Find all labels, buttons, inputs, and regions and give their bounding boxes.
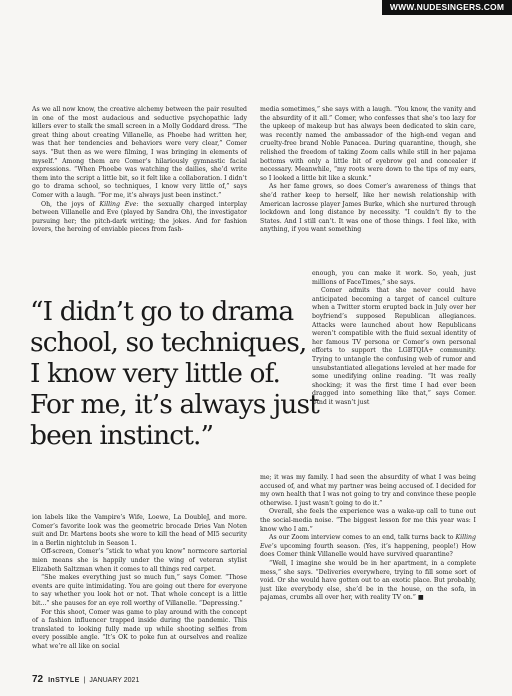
column-left-top bbox=[32, 106, 247, 288]
column-right-bottom bbox=[260, 474, 476, 676]
paragraph: As we all now know, the creative alchemy between the pair resulted in one of the most audacious and seductive psychopathic lady killers ever to stalk the small screen in a Molly Goddard dress. “The great thing about creating Villanelle, as Phoebe had written her, was that her tendencies and behaviors were very clear,” Comer says. “But then as we were filming, I was bringing in elements of myself.” Among them are Comer’s hilariously gymnastic facial expressions. “When Phoebe was watching the dailies, she’d write them into the script a little bit, so it felt like a collaboration. I didn’t go to drama school, so techniques, I know very little of,” says Comer with a laugh. “For me, it’s always just been instinct.” bbox=[32, 106, 247, 199]
folio-separator: | bbox=[83, 677, 86, 684]
paragraph: For this shoot, Comer was game to play around with the concept of a fashion influencer trapped inside during the pandemic. This translated to looking fully made up while shooting selfies from every possible angle. “It’s OK to poke fun at ourselves and realize what we’re all like on social bbox=[32, 608, 247, 650]
paragraph: me; it was my family. I had seen the absurdity of what I was being accused of, and what my partner was being accused of. I decided for my own health that I was not going to try and convince these people otherwise. I just wasn’t going to do it.” bbox=[260, 474, 476, 507]
paragraph: enough, you can make it work. So, yeah, just millions of FaceTimes,” she says. bbox=[312, 270, 476, 286]
page-folio bbox=[32, 674, 139, 685]
paragraph: Comer admits that she never could have anticipated becoming a target of cancel culture when a Twitter storm erupted back in July over her boyfriend’s supposed Republican allegiances. Attacks were launched about how Republicans weren’t compatible with the fluid sexual identity of her famous TV persona or Comer’s own personal efforts to support the LGBTQIA+ community. Trying to untangle the confusing web of rumor and unsubstantiated allegations leveled at her made for some unedifying online reading. “It was really shocking; it was the first time I had ever been dragged into something like that,” says Comer. “And it wasn’t just bbox=[312, 287, 476, 406]
column-left-bottom bbox=[32, 514, 247, 676]
paragraph: Overall, she feels the experience was a wake-up call to tune out the social-media noise. “The biggest lesson for me this year was: I know who I am.” bbox=[260, 508, 476, 533]
page-number: 72 bbox=[32, 674, 44, 685]
paragraph: media sometimes,” she says with a laugh. “You know, the vanity and the absurdity of it all.” Comer, who confesses that she’s too lazy for the upkeep of makeup but has always been dedicated to skin care, was recently named the ambassador of the high-end vegan and cruelty-free brand Noble Panacea. During quarantine, though, she relished the freedom of taking Zoom calls while still in her pajama bottoms with only a little bit of eyebrow gel and concealer if necessary. Meanwhile, “my roots were down to the tips of my ears, so I looked a little bit like a skunk.” bbox=[260, 106, 476, 182]
paragraph: Oh, the joys of Killing Eve: the sexually charged interplay between Villanelle and Eve (played by Sandra Oh), the investigator pursuing her; the pitch-dark writing; the jokes. And for fashion lovers, the heroing of enviable pieces from fash- bbox=[32, 200, 247, 234]
magazine-name: InSTYLE bbox=[48, 677, 80, 684]
column-right-middle bbox=[312, 270, 476, 476]
paragraph: ion labels like the Vampire’s Wife, Loewe, La DoubleJ, and more. Comer’s favorite look was the geometric brocade Dries Van Noten suit and Dr. Martens boots she wore to kill the head of MI5 security in a Berlin nightclub in Season 1. bbox=[32, 514, 247, 547]
issue-date: JANUARY 2021 bbox=[89, 677, 140, 684]
paragraph: Off-screen, Comer’s “stick to what you know” normcore sartorial mien means she is happily under the wing of veteran stylist Elizabeth Saltzman when it comes to all things red carpet. bbox=[32, 548, 247, 573]
paragraph: As our Zoom interview comes to an end, talk turns back to Killing Eve’s upcoming fourth season. (Yes, it’s happening, people!) How does Comer think Villanelle would have survived quarantine? bbox=[260, 534, 476, 559]
watermark: WWW.NUDESINGERS.COM bbox=[382, 0, 512, 15]
column-right-top bbox=[260, 106, 476, 271]
paragraph: “She makes everything just so much fun,” says Comer. “Those events are quite intimidating. You are going out there for everyone to say whether you look hot or not. That whole concept is a little bit...” she pauses for an eye roll worthy of Villanelle. “Depressing.” bbox=[32, 574, 247, 607]
pull-quote: “I didn’t go to drama school, so techniques, I know very little of. For me, it’s always just been instinct.” bbox=[30, 296, 319, 451]
paragraph: As her fame grows, so does Comer’s awareness of things that she’d rather keep to herself, like her newish relationship with American lacrosse player James Burke, which she nurtured through lockdown and long distance by necessity. “I couldn’t fly to the States. And I still can’t. It was one of those things. I feel like, with anything, if you want something bbox=[260, 183, 476, 234]
paragraph: “Well, I imagine she would be in her apartment, in a complete mess,” she says. “Deliveries everywhere, trying to fill some sort of void. Or she would have gotten out to an exotic place. But probably, just like everybody else, she’d be in the house, on the sofa, in pajamas, crumbs all over her, with reality TV on.” ■ bbox=[260, 559, 476, 602]
